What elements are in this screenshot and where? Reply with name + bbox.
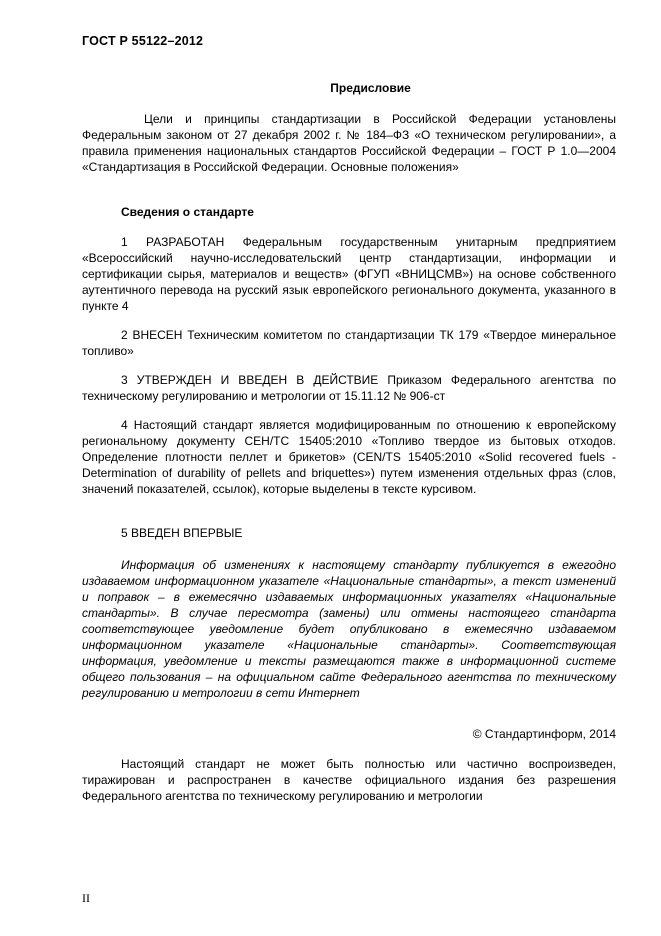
copyright: © Стандартинформ, 2014 — [472, 727, 616, 741]
info-item-4: 4 Настоящий стандарт является модифицированным по отношению к европейскому региональному документу СЕН/ТС 15405:2010 «Топливо твердое из бытовых отходов. Определение плотности пеллет и брикетов» (CEN/TS 15405:2010 «Solid recovered fuels - Determination of durability of pellets and briquettes») путем изменения отдельных фраз (слов, значений показателей, ссылок), которые выделены в тексте курсивом. — [82, 418, 616, 496]
info-item-3: 3 УТВЕРЖДЕН И ВВЕДЕН В ДЕЙСТВИЕ Приказом Федерального агентства по техническому регулированию и метрологии от 15.11.12 № 906-ст — [82, 373, 616, 403]
info-item-5: 5 ВВЕДЕН ВПЕРВЫЕ — [121, 526, 243, 540]
foreword-title: Предисловие — [330, 81, 411, 95]
info-item-2: 2 ВНЕСЕН Техническим комитетом по стандартизации ТК 179 «Твердое минеральное топливо» — [82, 328, 616, 358]
page-number: II — [82, 891, 90, 905]
standard-info-title: Сведения о стандарте — [121, 205, 254, 219]
document-code: ГОСТ Р 55122–2012 — [82, 34, 204, 48]
info-item-1: 1 РАЗРАБОТАН Федеральным государственным унитарным предприятием «Всероссийский научно-исследовательский центр стандартизации, информации и сертификации сырья, материалов и веществ» (ФГУП «ВНИЦСМВ») на основе собственного аутентичного перевода на русский язык европейского регионального документа, указанного в пункте 4 — [82, 235, 616, 313]
changes-notice: Информация об изменениях к настоящему стандарту публикуется в ежегодно издаваемом информационном указателе «Национальные стандарты», а текст изменений и поправок – в ежемесячно издаваемых информационных указателях «Национальные стандарты». В случае пересмотра (замены) или отмены настоящего стандарта соответствующее уведомление будет опубликовано в ежемесячно издаваемом информационном указателе «Национальные стандарты». Соответствующая информация, уведомление и тексты размещаются также в информационной системе общего пользования – на официальном сайте Федерального агентства по техническому регулированию и метрологии в сети Интернет — [82, 558, 616, 700]
reproduction-notice: Настоящий стандарт не может быть полностью или частично воспроизведен, тиражирован и распространен в качестве официального издания без разрешения Федерального агентства по техническому регулированию и метрологии — [82, 757, 616, 803]
foreword-intro: Цели и принципы стандартизации в Российской Федерации установлены Федеральным законом от 27 декабря 2002 г. № 184–ФЗ «О техническом регулировании», а правила применения национальных стандартов Российской Федерации – ГОСТ Р 1.0—2004 «Стандартизация в Российской Федерации. Основные положения» — [82, 112, 616, 174]
